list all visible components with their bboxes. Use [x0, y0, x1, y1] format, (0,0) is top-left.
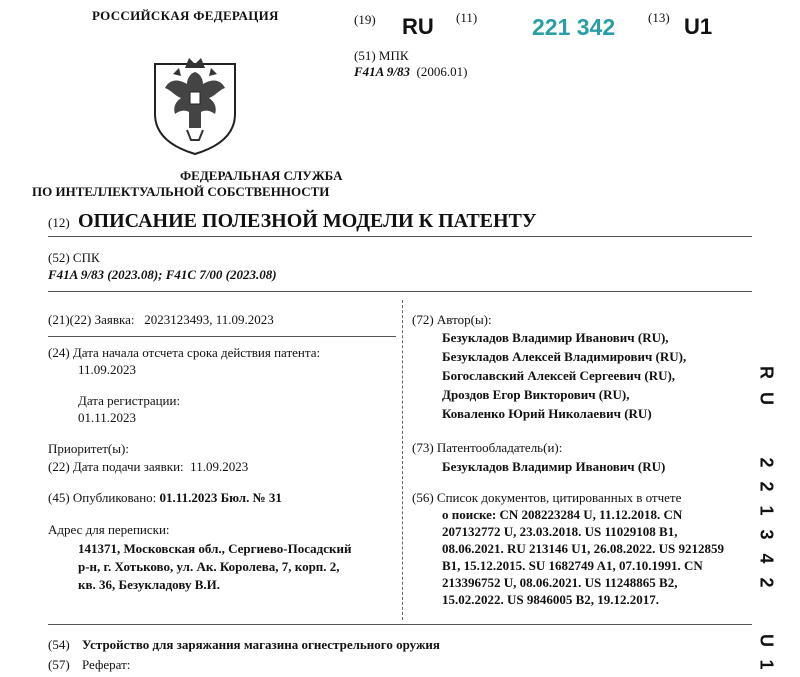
ipc-classification [354, 64, 467, 80]
agency-name-line2: ПО ИНТЕЛЛЕКТУАЛЬНОЙ СОБСТВЕННОСТИ [32, 184, 330, 199]
bulletin-number: Бюл. № 31 [220, 490, 282, 505]
ipc-class: F41A 9/83 [354, 64, 410, 79]
ipc-year: (2006.01) [416, 64, 468, 79]
abstract-label: Реферат: [82, 657, 131, 672]
author-item: Безукладов Алексей Владимирович (RU), [442, 349, 687, 364]
code-13: (13) [648, 10, 670, 25]
side-char: R [756, 366, 777, 379]
code-51-ipc-label: (51) МПК [354, 48, 409, 63]
application-value: 2023123493, 11.09.2023 [144, 312, 274, 327]
patent-number: 221 342 [532, 14, 616, 40]
side-char: 2 [756, 577, 777, 588]
published-label: (45) Опубликовано: [48, 490, 157, 505]
side-char: 2 [756, 457, 777, 468]
side-char: 1 [756, 659, 777, 670]
code-54: (54) [48, 637, 70, 652]
code-11: (11) [456, 10, 478, 25]
cited-line: B1, 15.12.2015. SU 1682749 A1, 07.10.1991. CN [442, 558, 703, 573]
term-value: 11.09.2023 [78, 362, 137, 377]
code-19: (19) [354, 12, 376, 27]
filing-label: (22) Дата подачи заявки: [48, 459, 184, 474]
country-code: RU [402, 14, 434, 39]
owner-label: (73) Патентообладатель(и): [412, 440, 563, 455]
coat-of-arms-emblem [147, 44, 243, 156]
author-item: Богославский Алексей Сергеевич (RU), [442, 368, 676, 383]
cited-line: 08.06.2021. RU 213146 U1, 26.08.2022. US 9212859 [442, 541, 725, 556]
address-label: Адрес для переписки: [48, 522, 170, 537]
address-line: р-н, г. Хотьково, ул. Ак. Королева, 7, корп. 2, [78, 559, 340, 574]
kind-code: U1 [684, 14, 713, 39]
side-char: 3 [756, 529, 777, 540]
owner-value: Безукладов Владимир Иванович (RU) [442, 459, 666, 474]
cpc-value: F41A 9/83 (2023.08); F41C 7/00 (2023.08) [48, 267, 277, 282]
column-divider [402, 300, 403, 620]
country-name: РОССИЙСКАЯ ФЕДЕРАЦИЯ [92, 8, 279, 23]
invention-title: Устройство для заряжания магазина огнестрельного оружия [82, 637, 440, 652]
side-char: 1 [756, 505, 777, 516]
author-item: Безукладов Владимир Иванович (RU), [442, 330, 669, 345]
authors-label: (72) Автор(ы): [412, 312, 492, 327]
application-row [48, 312, 274, 328]
cited-line: 207132772 U, 23.03.2018. US 11029108 B1, [442, 524, 678, 539]
author-item: Коваленко Юрий Николаевич (RU) [442, 406, 652, 421]
address-line: кв. 36, Безукладову В.И. [78, 577, 220, 592]
code-57: (57) [48, 657, 70, 672]
filing-row [48, 459, 248, 475]
cited-label: (56) Список документов, цитированных в отчете [412, 490, 682, 505]
registration-value: 01.11.2023 [78, 410, 137, 425]
address-line: 141371, Московская обл., Сергиево-Посадский [78, 541, 352, 556]
priority-label: Приоритет(ы): [48, 441, 129, 456]
published-row [48, 490, 282, 506]
title-divider [48, 236, 752, 237]
side-char: 2 [756, 481, 777, 492]
author-item: Дроздов Егор Викторович (RU), [442, 387, 630, 402]
application-divider [48, 336, 396, 337]
side-char: 4 [756, 553, 777, 564]
application-label: (21)(22) Заявка: [48, 312, 135, 327]
cpc-label: (52) СПК [48, 250, 100, 265]
published-value: 01.11.2023 [159, 490, 218, 505]
bottom-divider [48, 624, 752, 625]
cpc-divider [48, 291, 752, 292]
agency-name-line1: ФЕДЕРАЛЬНАЯ СЛУЖБА [180, 168, 343, 183]
document-title: ОПИСАНИЕ ПОЛЕЗНОЙ МОДЕЛИ К ПАТЕНТУ [78, 210, 537, 232]
code-12: (12) [48, 215, 70, 230]
cited-line: 213396752 U, 08.06.2021. US 11248865 B2, [442, 575, 678, 590]
filing-value: 11.09.2023 [190, 459, 249, 474]
cited-line: о поиске: CN 208223284 U, 11.12.2018. CN [442, 507, 683, 522]
cited-line: 15.02.2022. US 9846005 B2, 19.12.2017. [442, 592, 660, 607]
side-char: U [756, 634, 777, 647]
term-label: (24) Дата начала отсчета срока действия патента: [48, 345, 321, 360]
side-char: U [756, 392, 777, 405]
registration-label: Дата регистрации: [78, 393, 181, 408]
